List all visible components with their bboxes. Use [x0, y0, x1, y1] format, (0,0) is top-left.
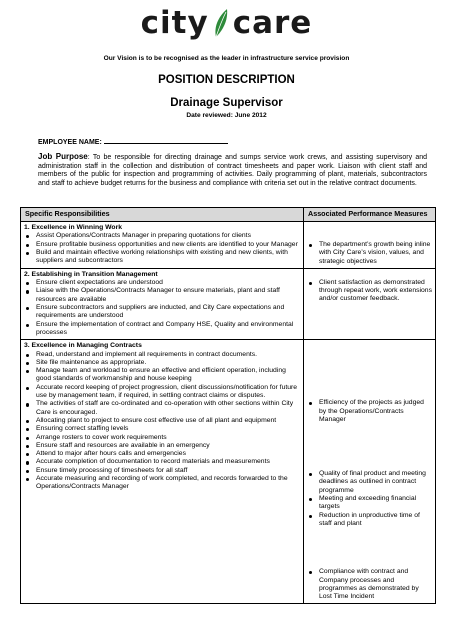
header-specific-responsibilities: Specific Responsibilities — [21, 208, 304, 222]
list-item: Liaise with the Operations/Contracts Manager to ensure materials, plant and staff resources are available — [24, 287, 300, 304]
list-item: Ensure profitable business opportunities and new clients are identified to your Manager — [24, 241, 300, 249]
job-purpose-text: : To be responsible for directing drainage and sumps service work crews, and assisting supervisory and administration staff in the collection and distribution of contract timesheets and paper work. Liaison with client staff and members of the public for inspection and programming of activities. Daily programming of plant, materials, subcontractors and staff to achieve budget returns for the business and compliance with criteria set out in the relative contract documents. — [38, 154, 428, 187]
document-title: POSITION DESCRIPTION — [158, 74, 295, 86]
list-item: Accurate record keeping of project progression, client discussions/notification for future use by management team, if required, in settling contract claims or disputes. — [24, 384, 300, 401]
list-item: The department’s growth being inline with City Care’s vision, values, and strategic objectives — [307, 241, 432, 266]
date-reviewed: Date reviewed: June 2012 — [186, 112, 267, 119]
list-item: Ensure client expectations are understood — [24, 279, 300, 287]
list-item: Read, understand and implement all requirements in contract documents. — [24, 351, 300, 359]
list-item: Assist Operations/Contracts Manager in preparing quotations for clients — [24, 232, 300, 240]
section-title: 2. Establishing in Transition Management — [24, 270, 158, 278]
section-title: 1. Excellence in Winning Work — [24, 224, 123, 231]
list-item: Ensure staff and resources are available in an emergency — [24, 442, 300, 450]
city-care-logo — [0, 6, 453, 40]
logo-word-care: care — [232, 4, 313, 41]
logo-word-city: city — [140, 4, 209, 41]
list-item: Compliance with contract and Company processes and programmes as demonstrated by Lost Time Incident — [307, 568, 432, 601]
list-item: Efficiency of the projects as judged by the Operations/Contracts Manager — [307, 399, 432, 424]
list-item: Allocating plant to project to ensure cost effective use of all plant and equipment — [24, 417, 300, 425]
list-item: The activities of staff are co-ordinated and co-operation with other sections within City Care is encouraged. — [24, 400, 300, 417]
job-purpose-label: Job Purpose — [38, 152, 88, 161]
section-3-measures — [304, 340, 436, 604]
responsibilities-table — [20, 207, 436, 604]
list-item: Manage team and workload to ensure an effective and efficient operation, including good standards of workmanship and house keeping — [24, 367, 300, 384]
section-3-responsibilities — [21, 340, 304, 604]
table-row — [21, 222, 436, 269]
table-header-row — [21, 208, 436, 222]
table-row — [21, 268, 436, 339]
section-2-responsibilities — [21, 268, 304, 339]
table-row — [21, 340, 436, 604]
leaf-icon — [213, 8, 229, 38]
section-2-measures — [304, 268, 436, 339]
employee-name-label: EMPLOYEE NAME: — [38, 139, 102, 146]
list-item: Reduction in unproductive time of staff and plant — [307, 512, 432, 529]
section-title: 3. Excellence in Managing Contracts — [24, 342, 142, 350]
vision-statement: Our Vision is to be recognised as the leader in infrastructure service provision — [103, 55, 350, 62]
list-item: Ensure subcontractors and suppliers are inducted, and City Care expectations and requirements are understood — [24, 304, 300, 321]
list-item: Accurate completion of documentation to record materials and measurements — [24, 458, 300, 466]
role-title: Drainage Supervisor — [170, 97, 283, 109]
list-item: Site file maintenance as appropriate. — [24, 359, 300, 367]
list-item: Accurate measuring and recording of work completed, and records forwarded to the Operations/Contracts Manager — [24, 475, 300, 492]
list-item: Arrange rosters to cover work requirements — [24, 434, 300, 442]
job-purpose — [38, 153, 427, 188]
section-1-measures — [304, 222, 436, 269]
list-item: Ensure timely processing of timesheets for all staff — [24, 467, 300, 475]
list-item: Attend to major after hours calls and emergencies — [24, 450, 300, 458]
list-item: Build and maintain effective working relationships with existing and new clients, with suppliers and subcontractors — [24, 249, 300, 266]
list-item: Ensuring correct staffing levels — [24, 425, 300, 433]
employee-name-field[interactable] — [104, 136, 228, 144]
list-item: Meeting and exceeding financial targets — [307, 495, 432, 512]
list-item: Ensure the implementation of contract and Company HSE, Quality and environmental processes — [24, 321, 300, 338]
header-performance-measures: Associated Performance Measures — [304, 208, 436, 222]
list-item: Quality of final product and meeting deadlines as outlined in contract programme — [307, 470, 432, 495]
list-item: Client satisfaction as demonstrated through repeat work, work extensions and/or customer feedback. — [307, 279, 432, 304]
section-1-responsibilities — [21, 222, 304, 269]
employee-name-row — [38, 136, 228, 146]
